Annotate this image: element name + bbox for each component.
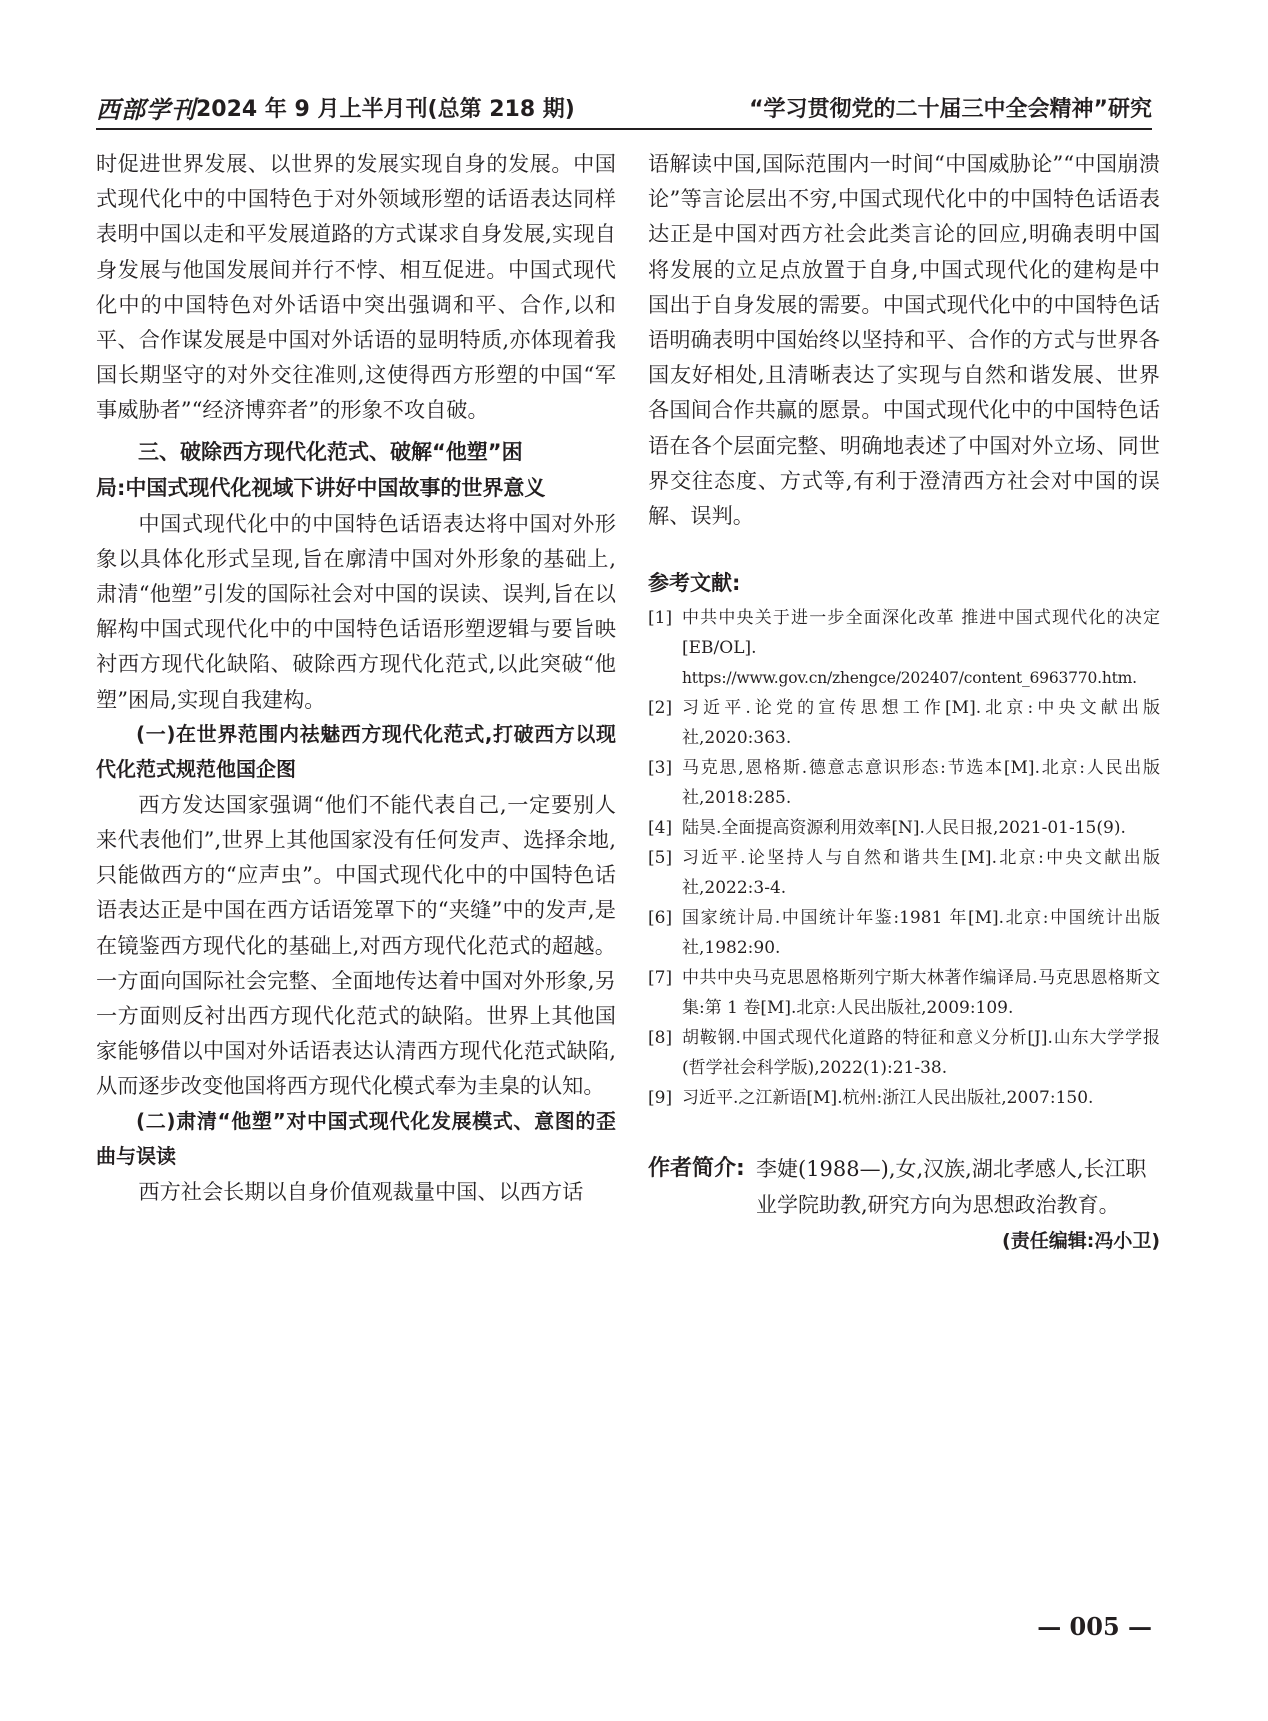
page-number: — 005 —: [1037, 1612, 1152, 1641]
right-column: [648, 146, 1160, 1259]
reference-item: [648, 903, 1160, 963]
references-title: 参考文献:: [648, 571, 741, 596]
reference-item: [648, 603, 1160, 693]
reference-number: [5]: [648, 848, 673, 869]
reference-text: 中共中央马克思恩格斯列宁斯大林著作编译局.马克思恩格斯文集:第 1 卷[M].北京:人民出版社,2009:109.: [682, 968, 1160, 1019]
reference-url: https://www.gov.cn/zhengce/202407/content_6963770.htm.: [682, 669, 1137, 688]
reference-text: 国家统计局.中国统计年鉴:1981 年[M].北京:中国统计出版社,1982:90.: [682, 908, 1160, 959]
journal-logo: 西部学刊: [96, 95, 196, 124]
references-list: [648, 603, 1160, 1113]
reference-number: [6]: [648, 908, 673, 929]
column-title: “学习贯彻党的二十届三中全会精神”研究: [749, 97, 1152, 122]
subsection-heading: (一)在世界范围内祛魅西方现代化范式,打破西方以现代化范式规范他国企图: [96, 721, 616, 781]
subsection-heading: (二)肃清“他塑”对中国式现代化发展模式、意图的歪曲与误读: [96, 1108, 616, 1168]
reference-text: 习近平.论坚持人与自然和谐共生[M].北京:中央文献出版社,2022:3-4.: [682, 848, 1160, 899]
reference-text: 习近平.之江新语[M].杭州:浙江人民出版社,2007:150.: [682, 1088, 1094, 1109]
section-heading-line: 三、破除西方现代化范式、破解“他塑”困: [138, 439, 523, 464]
paragraph: 语解读中国,国际范围内一时间“中国威胁论”“中国崩溃论”等言论层出不穷,中国式现代化中的中国特色话语表达正是中国对西方社会此类言论的回应,明确表明中国将发展的立足点放置于自身,中国式现代化的建构是中国出于自身发展的需要。中国式现代化中的中国特色话语明确表明中国始终以坚持和平、合作的方式与世界各国友好相处,且清晰表达了实现与自然和谐发展、世界各国间合作共赢的愿景。中国式现代化中的中国特色话语在各个层面完整、明确地表述了中国对外立场、同世界交往态度、方式等,有利于澄清西方社会对中国的误解、误判。: [648, 151, 1160, 529]
responsible-editor: (责任编辑:冯小卫): [1002, 1230, 1160, 1253]
author-bio-label: 作者简介:: [648, 1156, 745, 1182]
reference-text: 胡鞍钢.中国式现代化道路的特征和意义分析[J].山东大学学报(哲学社会科学版),2022(1):21-38.: [682, 1028, 1160, 1079]
reference-item: [648, 1023, 1160, 1083]
section-heading: [96, 434, 616, 506]
reference-item: [648, 843, 1160, 903]
paragraph: 时促进世界发展、以世界的发展实现自身的发展。中国式现代化中的中国特色于对外领域形塑的话语表达同样表明中国以走和平发展道路的方式谋求自身发展,实现自身发展与他国发展间并行不悖、相互促进。中国式现代化中的中国特色对外话语中突出强调和平、合作,以和平、合作谋发展是中国对外话语的显明特质,亦体现着我国长期坚守的对外交往准则,这使得西方形塑的中国“军事威胁者”“经济博弈者”的形象不攻自破。: [96, 151, 616, 423]
reference-item: [648, 963, 1160, 1023]
paragraph: 西方发达国家强调“他们不能代表自己,一定要别人来代表他们”,世界上其他国家没有任何发声、选择余地,只能做西方的“应声虫”。中国式现代化中的中国特色话语表达正是中国在西方话语笼罩下的“夹缝”中的发声,是在镜鉴西方现代化的基础上,对西方现代化范式的超越。一方面向国际社会完整、全面地传达着中国对外形象,另一方面则反衬出西方现代化范式的缺陷。世界上其他国家能够借以中国对外话语表达认清西方现代化范式缺陷,从而逐步改变他国将西方现代化模式奉为圭臬的认知。: [96, 791, 616, 1099]
reference-item: [648, 693, 1160, 753]
author-bio: [648, 1151, 1160, 1223]
reference-text: 马克思,恩格斯.德意志意识形态:节选本[M].北京:人民出版社,2018:285.: [682, 758, 1160, 809]
paragraph: 西方社会长期以自身价值观裁量中国、以西方话: [138, 1178, 584, 1204]
reference-number: [9]: [648, 1088, 673, 1109]
page-header: [96, 86, 1152, 130]
section-heading-line: 局:中国式现代化视域下讲好中国故事的世界意义: [96, 475, 546, 500]
reference-number: [4]: [648, 818, 673, 839]
author-bio-text: 李婕(1988—),女,汉族,湖北孝感人,长江职业学院助教,研究方向为思想政治教育。: [756, 1157, 1147, 1218]
reference-number: [1]: [648, 608, 673, 629]
reference-text: 陆昊.全面提高资源利用效率[N].人民日报,2021-01-15(9).: [682, 818, 1126, 839]
reference-item: [648, 1083, 1160, 1113]
reference-text: 习近平.论党的宣传思想工作[M].北京:中央文献出版社,2020:363.: [682, 698, 1160, 749]
reference-number: [3]: [648, 758, 673, 779]
issue-info: 2024 年 9 月上半月刊(总第 218 期): [196, 97, 575, 122]
paragraph: 中国式现代化中的中国特色话语表达将中国对外形象以具体化形式呈现,旨在廓清中国对外形象的基础上,肃清“他塑”引发的国际社会对中国的误读、误判,旨在以解构中国式现代化中的中国特色话语形塑逻辑与要旨映衬西方现代化缺陷、破除西方现代化范式,以此突破“他塑”困局,实现自我建构。: [96, 510, 616, 712]
reference-number: [7]: [648, 968, 673, 989]
reference-text: 中共中央关于进一步全面深化改革 推进中国式现代化的决定[EB/OL].: [682, 608, 1160, 659]
left-column: [96, 146, 616, 1209]
reference-number: [8]: [648, 1028, 673, 1049]
reference-number: [2]: [648, 698, 673, 719]
reference-item: [648, 753, 1160, 813]
reference-item: [648, 813, 1160, 843]
